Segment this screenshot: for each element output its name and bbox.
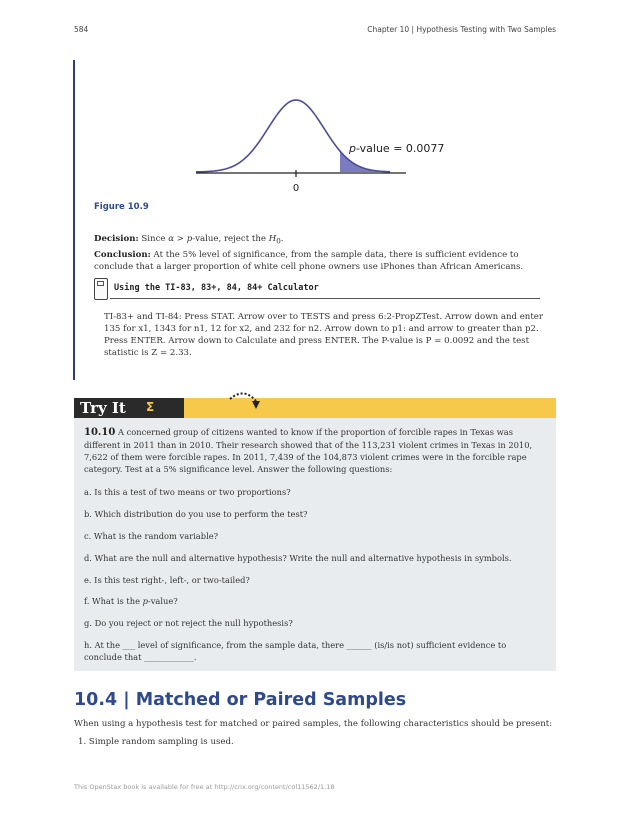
- sigma-icon: Σ: [146, 400, 155, 414]
- h-subscript: 0: [276, 236, 281, 246]
- normal-curve-figure: [180, 88, 450, 198]
- chapter-title: Chapter 10 | Hypothesis Testing with Two Samples: [367, 25, 556, 34]
- calculator-instructions: TI-83+ and TI-84: Press STAT. Arrow over to TESTS and press 6:2-PropZTest. Arrow down and enter 135 for x1, 1343 for n1, 12 for x2, and 232 for n2. Arrow down to p1: and arrow to greater than p2. Press ENTER. Arrow down to Calculate and press ENTER. The P-value is P = 0.0092 and the test statistic is Z = 2.33.: [104, 312, 543, 358]
- question-c: c. What is the random variable?: [84, 531, 219, 541]
- decision-text: Since: [138, 234, 169, 244]
- conclusion-label: Conclusion:: [94, 250, 151, 260]
- decision-text: >: [174, 234, 187, 244]
- dotted-arrow-icon: [226, 389, 268, 419]
- section-heading: 10.4 | Matched or Paired Samples: [74, 690, 407, 710]
- pvalue-label: [348, 142, 444, 155]
- axis-zero-label: 0: [292, 183, 300, 194]
- try-it-label-box: [74, 398, 184, 418]
- pvalue-text: -value = 0.0077: [355, 142, 445, 155]
- conclusion-paragraph: [94, 249, 544, 273]
- calculator-rule: [110, 298, 540, 299]
- h-symbol: H: [268, 234, 277, 244]
- list-item: 1. Simple random sampling is used.: [78, 737, 234, 747]
- decision-paragraph: [94, 233, 544, 248]
- pvalue-var: p: [349, 142, 356, 155]
- question-f: [84, 595, 546, 607]
- decision-text: -value, reject the: [192, 234, 269, 244]
- exercise-number: 10.10: [84, 427, 116, 438]
- question-g: g. Do you reject or not reject the null hypothesis?: [84, 618, 293, 628]
- decision-label: Decision:: [94, 234, 139, 244]
- page-footer: This OpenStax book is available for free at http://cnx.org/content/col11562/1.18: [74, 783, 335, 791]
- calculator-title: Using the TI-83, 83+, 84, 84+ Calculator: [114, 283, 319, 293]
- question-h: h. At the ___ level of significance, from the sample data, there ______ (is/is not) sufficient evidence to conclude that ____________.: [84, 640, 507, 662]
- alpha-symbol: α: [168, 234, 175, 244]
- try-it-label: Try It: [80, 399, 126, 417]
- question-a: a. Is this a test of two means or two proportions?: [84, 487, 291, 497]
- try-it-intro: [84, 426, 546, 475]
- try-it-banner: [74, 398, 556, 418]
- calculator-header: [94, 278, 540, 302]
- section-intro: When using a hypothesis test for matched or paired samples, the following characteristics should be present:: [74, 719, 553, 729]
- question-d: d. What are the null and alternative hypothesis? Write the null and alternative hypothesis in symbols.: [84, 553, 512, 563]
- question-f-text: -value?: [147, 596, 178, 606]
- page-number: 584: [74, 25, 89, 34]
- calculator-icon: [94, 278, 108, 300]
- p-symbol: p: [142, 596, 148, 606]
- exercise-intro: A concerned group of citizens wanted to know if the proportion of forcible rapes in Texas was different in 2011 than in 2010. Their research showed that of the 113,231 violent crimes in Texas in 2010, 7,622 of them were forcible rapes. In 2011, 7,439 of the 104,873 violent crimes were in the forcible rape category. Test at a 5% significance level. Answer the following questions:: [84, 427, 533, 474]
- try-it-box: [74, 418, 556, 671]
- conclusion-text: At the 5% level of significance, from the sample data, there is sufficient evidence to conclude that a larger proportion of white cell phone owners use iPhones than African Americans.: [94, 250, 524, 272]
- question-b: b. Which distribution do you use to perform the test?: [84, 509, 308, 519]
- normal-curve: [196, 100, 390, 172]
- figure-caption: Figure 10.9: [94, 202, 149, 212]
- p-symbol: p: [186, 234, 193, 244]
- running-header: [74, 25, 556, 37]
- question-f-text: f. What is the: [84, 596, 143, 606]
- example-left-rule: [73, 60, 75, 380]
- question-e: e. Is this test right-, left-, or two-tailed?: [84, 575, 250, 585]
- decision-text: .: [280, 234, 284, 244]
